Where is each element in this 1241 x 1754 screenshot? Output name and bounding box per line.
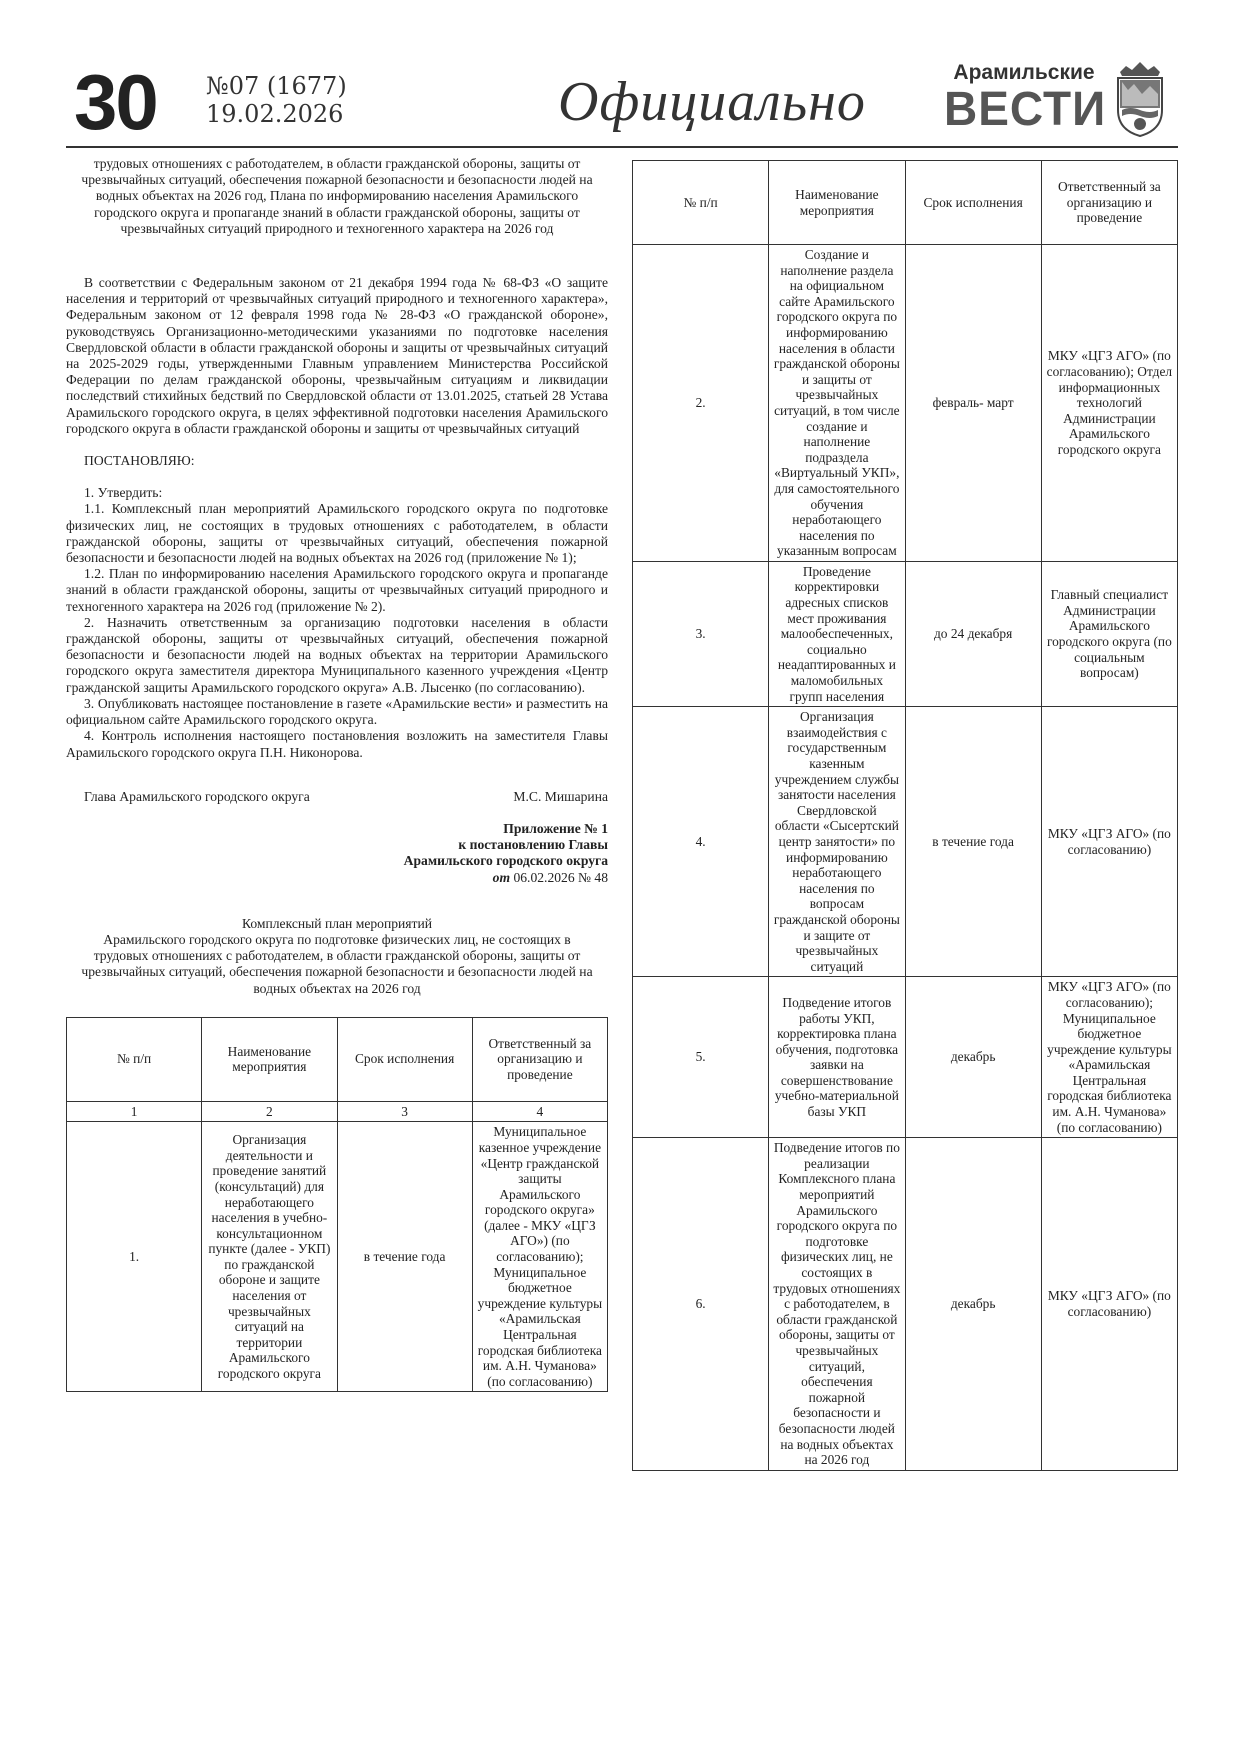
plan-title: Комплексный план мероприятий: [241, 915, 433, 931]
appendix-line3: Арамильского городского округа: [403, 853, 608, 869]
decree-item: 3. Опубликовать настоящее постановление в газете «Арамильские вести» и разместить на официальном сайте Арамильского городского округа.: [66, 695, 608, 728]
table-row: [633, 977, 1178, 1138]
row-term: в течение года: [337, 1122, 472, 1392]
row-term: февраль- март: [905, 245, 1041, 562]
row-activity: Подведение итогов работы УКП, корректировка плана обучения, подготовка заявки на совершенствование учебно-материальной базы УКП: [769, 977, 905, 1138]
right-column: [632, 160, 1178, 1471]
table-row: [633, 561, 1178, 706]
issue-number: №07 (1677): [206, 72, 347, 100]
header-term: Срок исполнения: [905, 161, 1041, 245]
column-number: 3: [337, 1101, 472, 1122]
row-responsible: Главный специалист Администрации Арамильского городского округа (по социальным вопросам): [1041, 561, 1177, 706]
row-responsible: Муниципальное казенное учреждение «Центр гражданской защиты Арамильского городского округа» (далее - МКУ «ЦГЗ АГО») (по согласованию); Муниципальное бюджетное учреждение культуры «Арамильская Центральная городская библиотека им. А.Н. Чуманова» (по согласованию): [472, 1122, 607, 1392]
signature-block: [66, 789, 608, 805]
appendix-reference: [66, 821, 608, 886]
row-number: 4.: [633, 707, 769, 977]
table-numbering-row: [67, 1101, 608, 1122]
row-responsible: МКУ «ЦГЗ АГО» (по согласованию): [1041, 1138, 1177, 1470]
signature-title: Глава Арамильского городского округа: [84, 788, 310, 804]
plan-table-right: [632, 160, 1178, 1471]
table-header-row: [633, 161, 1178, 245]
table-row: [67, 1122, 608, 1392]
header-term: Срок исполнения: [337, 1017, 472, 1101]
appendix-ot: от: [492, 869, 511, 885]
decree-item: 2. Назначить ответственным за организацию подготовки населения в области гражданской обороны, защиты от чрезвычайных ситуаций, обеспечения пожарной безопасности и безопасности людей на водных объектах на территории Арамильского городского округа заместителя директора Муниципального казенного учреждения «Центр гражданской защиты Арамильского городского округа» А.В. Лысенко (по согласованию).: [66, 614, 608, 695]
left-column: [66, 156, 608, 1392]
row-activity: Организация взаимодействия с государственным казенным учреждением службы занятости населения Свердловской области «Сысертский центр занятости» по информированию неработающего населения по вопросам гражданской обороны и защите от чрезвычайных ситуаций: [769, 707, 905, 977]
table-row: [633, 245, 1178, 562]
logo-line2: ВЕСТИ: [944, 80, 1107, 136]
header-responsible: Ответственный за организацию и проведение: [472, 1017, 607, 1101]
row-term: декабрь: [905, 1138, 1041, 1470]
row-activity: Проведение корректировки адресных списков мест проживания малообеспеченных, социально неадаптированных и маломобильных групп населения: [769, 561, 905, 706]
table-header-row: [67, 1017, 608, 1101]
row-number: 1.: [67, 1122, 202, 1392]
header-name: Наименование мероприятия: [769, 161, 905, 245]
appendix-date: 06.02.2026 № 48: [513, 869, 608, 885]
row-number: 3.: [633, 561, 769, 706]
row-activity: Создание и наполнение раздела на официальном сайте Арамильского городского округа по информированию населения в области гражданской обороны и защиты от чрезвычайных ситуаций, в том числе создание и наполнение подраздела «Виртуальный УКП», для самостоятельного обучения неработающего населения по указанным вопросам: [769, 245, 905, 562]
newspaper-logo: [944, 61, 1107, 140]
appendix-line1: Приложение № 1: [503, 820, 608, 836]
header-number: № п/п: [67, 1017, 202, 1101]
document-title: трудовых отношениях с работодателем, в области гражданской обороны, защиты от чрезвычайных ситуаций, обеспечения пожарной безопасности и безопасности людей на водных объектах на 2026 год, Плана по информированию населения Арамильского городского округа и пропаганде знаний в области гражданской обороны, защиты от чрезвычайных ситуаций природного и техногенного характера на 2026 год: [81, 156, 593, 236]
column-number: 4: [472, 1101, 607, 1122]
row-number: 5.: [633, 977, 769, 1138]
table-row: [633, 707, 1178, 977]
plan-subtitle: Арамильского городского округа по подготовке физических лиц, не состоящих в трудовых отношениях с работодателем, в области гражданской обороны, защиты от чрезвычайных ситуаций, обеспечения пожарной безопасности и безопасности людей на водных объектах на 2026 год: [81, 931, 593, 996]
logo-line1: Арамильские: [953, 61, 1095, 84]
decree-heading: ПОСТАНОВЛЯЮ:: [84, 453, 195, 469]
row-responsible: МКУ «ЦГЗ АГО» (по согласованию); Отдел информационных технологий Администрации Арамильского городского округа: [1041, 245, 1177, 562]
row-responsible: МКУ «ЦГЗ АГО» (по согласованию): [1041, 707, 1177, 977]
row-activity: Подведение итогов по реализации Комплексного плана мероприятий Арамильского городского округа по подготовке физических лиц, не состоящих в трудовых отношениях с работодателем, в области гражданской обороны, защиты от чрезвычайных ситуаций, обеспечения пожарной безопасности и безопасности людей на водных объектах на 2026 год: [769, 1138, 905, 1470]
column-number: 1: [67, 1101, 202, 1122]
row-number: 2.: [633, 245, 769, 562]
section-title: Официально: [558, 71, 866, 133]
row-responsible: МКУ «ЦГЗ АГО» (по согласованию); Муниципальное бюджетное учреждение культуры «Арамильская Центральная городская библиотека им. А.Н. Чуманова» (по согласованию): [1041, 977, 1177, 1138]
masthead: [66, 60, 1178, 148]
issue-date: 19.02.2026: [206, 100, 344, 128]
header-responsible: Ответственный за организацию и проведение: [1041, 161, 1177, 245]
preamble: В соответствии с Федеральным законом от 21 декабря 1994 года № 68-ФЗ «О защите населения и территорий от чрезвычайных ситуаций природного и техногенного характера», Федеральным законом от 12 февраля 1998 года № 28-ФЗ «О гражданской обороне», руководствуясь Организационно-методическими указаниями по подготовке населения Свердловской области в области гражданской обороны и защиты от чрезвычайных ситуаций на 2025-2029 годы, утвержденными Главным управлением Министерства Российской Федерации по делам гражданской обороны, чрезвычайным ситуациям и ликвидации последствий стихийных бедствий по Свердловской области от 13.01.2025, статьей 28 Устава Арамильского городского округа, в целях эффективной подготовки населения Арамильского городского округа в области гражданской обороны и защиты от чрезвычайных ситуаций: [66, 275, 608, 436]
row-activity: Организация деятельности и проведение занятий (консультаций) для неработающего населения в учебно-консультационном пункте (далее - УКП) по гражданской обороне и защите населения от чрезвычайных ситуаций на территории Арамильского городского округа: [202, 1122, 337, 1392]
issue-info: [206, 72, 347, 128]
row-term: декабрь: [905, 977, 1041, 1138]
decree-item: 1.2. План по информированию населения Арамильского городского округа и пропаганде знаний в области гражданской обороны, защиты от чрезвычайных ситуаций природного и техногенного характера на 2026 год (приложение № 2).: [66, 566, 608, 614]
decree-item: 1.1. Комплексный план мероприятий Арамильского городского округа по подготовке физических лиц, не состоящих в трудовых отношениях с работодателем, в области гражданской обороны, защиты от чрезвычайных ситуаций, обеспечения пожарной безопасности и безопасности людей на водных объектах на 2026 год (приложение № 1);: [66, 501, 608, 566]
row-term: в течение года: [905, 707, 1041, 977]
plan-table-left: [66, 1017, 608, 1393]
header-number: № п/п: [633, 161, 769, 245]
decree-item: 1. Утвердить:: [84, 485, 163, 501]
signature-name: М.С. Мишарина: [513, 788, 608, 804]
header-name: Наименование мероприятия: [202, 1017, 337, 1101]
column-number: 2: [202, 1101, 337, 1122]
row-term: до 24 декабря: [905, 561, 1041, 706]
appendix-line2: к постановлению Главы: [458, 837, 608, 853]
page-number: 30: [74, 58, 157, 146]
coat-of-arms-icon: [1112, 60, 1168, 138]
decree-item: 4. Контроль исполнения настоящего постановления возложить на заместителя Главы Арамильского городского округа П.Н. Никонорова.: [66, 728, 608, 760]
table-row: [633, 1138, 1178, 1470]
row-number: 6.: [633, 1138, 769, 1470]
